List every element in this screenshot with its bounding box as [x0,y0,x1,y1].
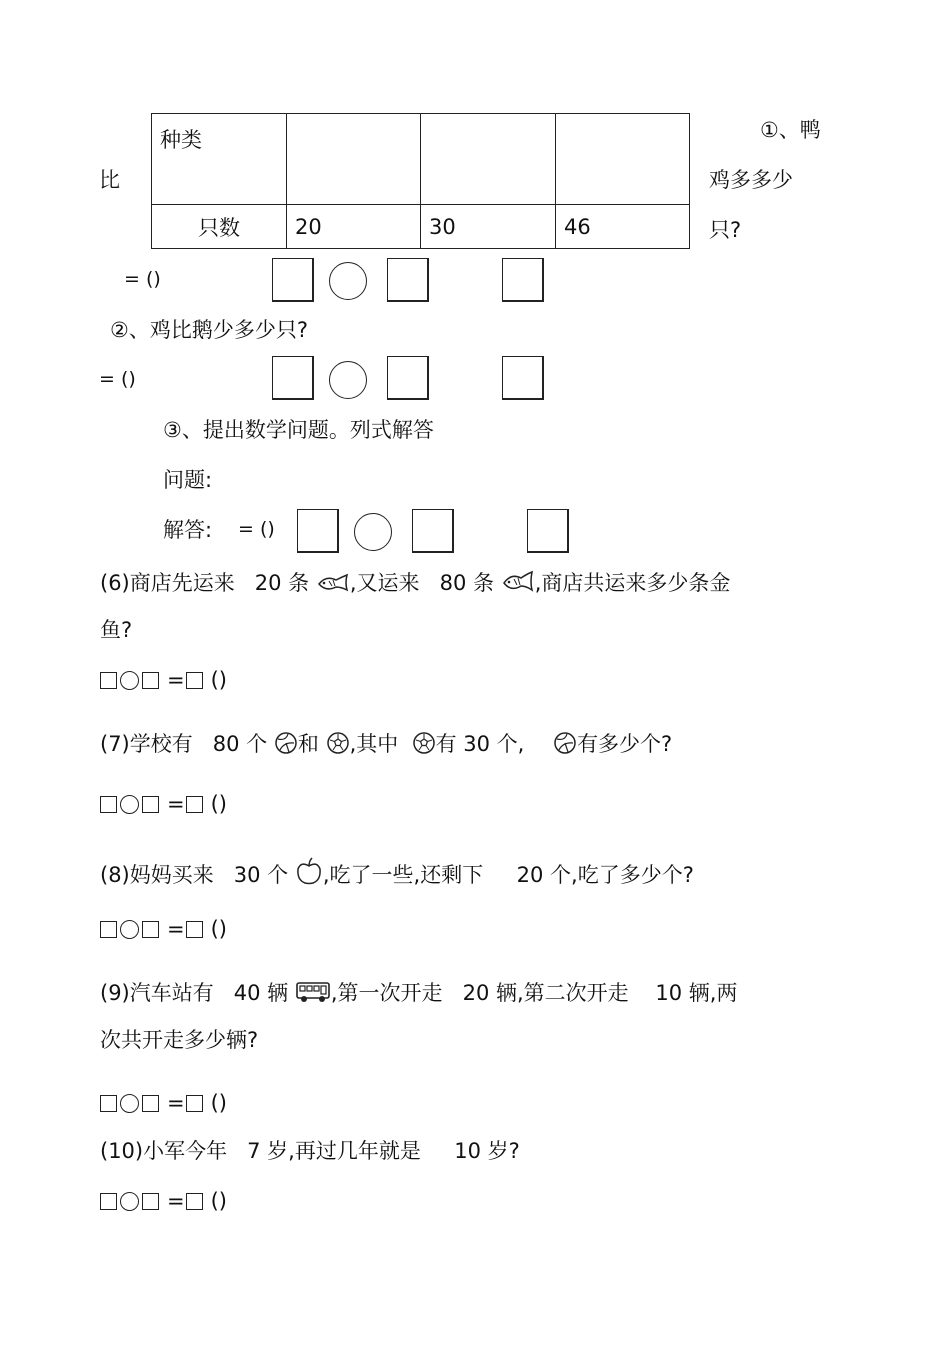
table-cell-value: 30 [421,205,556,249]
operator-circle[interactable] [329,262,367,300]
table-cell-value: 20 [287,205,421,249]
formula-row: = () [100,917,227,941]
table-cell-value: 46 [556,205,690,249]
problem-9-line2: 次共开走多少辆? [100,1028,259,1052]
operator-circle[interactable] [329,361,367,399]
blank-square[interactable] [186,921,203,938]
equals-paren: = () [99,368,136,390]
blank-square[interactable] [100,1095,117,1112]
blank-square[interactable] [186,672,203,689]
animal-count-table [151,113,690,249]
soccer-ball-icon [412,731,436,755]
table-cell-empty [556,114,690,205]
question-3: ③、提出数学问题。列式解答 [163,418,434,442]
problem-number: (6) [100,571,130,595]
answer-label: 解答: [163,518,213,542]
problem-6-line2: 鱼? [100,618,133,642]
formula-row: = () [100,1091,227,1115]
goldfish-icon [501,570,535,594]
blank-square[interactable] [186,796,203,813]
formula-row: = () [100,1189,227,1213]
question-1-line3: 只? [709,218,742,242]
blank-square[interactable] [142,921,159,938]
volleyball-icon [274,731,298,755]
blank-square[interactable] [100,1193,117,1210]
equals-paren: = () [238,518,275,540]
problem-8: (8)妈妈买来 30 个 ,吃了一些,还剩下 20 个,吃了多少个? [100,856,694,886]
operator-circle[interactable] [120,1192,139,1211]
operator-circle[interactable] [120,920,139,939]
table-cell-kind-label: 种类 [152,114,287,205]
blank-square[interactable] [100,796,117,813]
operator-circle[interactable] [120,671,139,690]
blank-square[interactable] [186,1193,203,1210]
answer-box[interactable] [387,258,429,302]
question-2: ②、鸡比鹅少多少只? [110,318,308,342]
answer-box[interactable] [272,356,314,400]
answer-box[interactable] [297,509,339,553]
blank-square[interactable] [142,796,159,813]
problem-10: (10)小军今年 7 岁,再过几年就是 10 岁? [100,1139,520,1163]
operator-circle[interactable] [120,1094,139,1113]
answer-box[interactable] [502,356,544,400]
equals-paren: = () [124,268,161,290]
table-cell-count-label: 只数 [152,205,287,249]
answer-box[interactable] [387,356,429,400]
blank-square[interactable] [142,672,159,689]
operator-circle[interactable] [120,795,139,814]
answer-box[interactable] [412,509,454,553]
answer-box[interactable] [502,258,544,302]
formula-row: = () [100,792,227,816]
bus-icon [295,980,331,1004]
answer-box[interactable] [272,258,314,302]
blank-square[interactable] [186,1095,203,1112]
table-cell-empty [421,114,556,205]
question-1-line2: 鸡多多少 [709,168,793,192]
formula-row: = () [100,668,227,692]
table-cell-empty [287,114,421,205]
blank-square[interactable] [142,1193,159,1210]
volleyball-icon [551,731,577,755]
soccer-ball-icon [326,731,350,755]
question-label: 问题: [163,468,213,492]
side-label: 比 [99,168,120,192]
apple-icon [295,856,323,886]
blank-square[interactable] [100,672,117,689]
question-1-line1: ①、鸭 [760,118,821,142]
operator-circle[interactable] [354,513,392,551]
problem-9-line1: (9)汽车站有 40 辆 ,第一次开走 20 辆,第二次开走 10 辆,两 [100,981,738,1005]
answer-box[interactable] [527,509,569,553]
blank-square[interactable] [100,921,117,938]
problem-6-line1: (6)商店先运来 20 条 ,又运来 80 条 ,商店共运来多少条金 [100,571,731,595]
blank-square[interactable] [142,1095,159,1112]
goldfish-icon [316,572,350,594]
problem-7: (7)学校有 80 个 和 ,其中 有 30 个, 有多少个? [100,732,673,756]
